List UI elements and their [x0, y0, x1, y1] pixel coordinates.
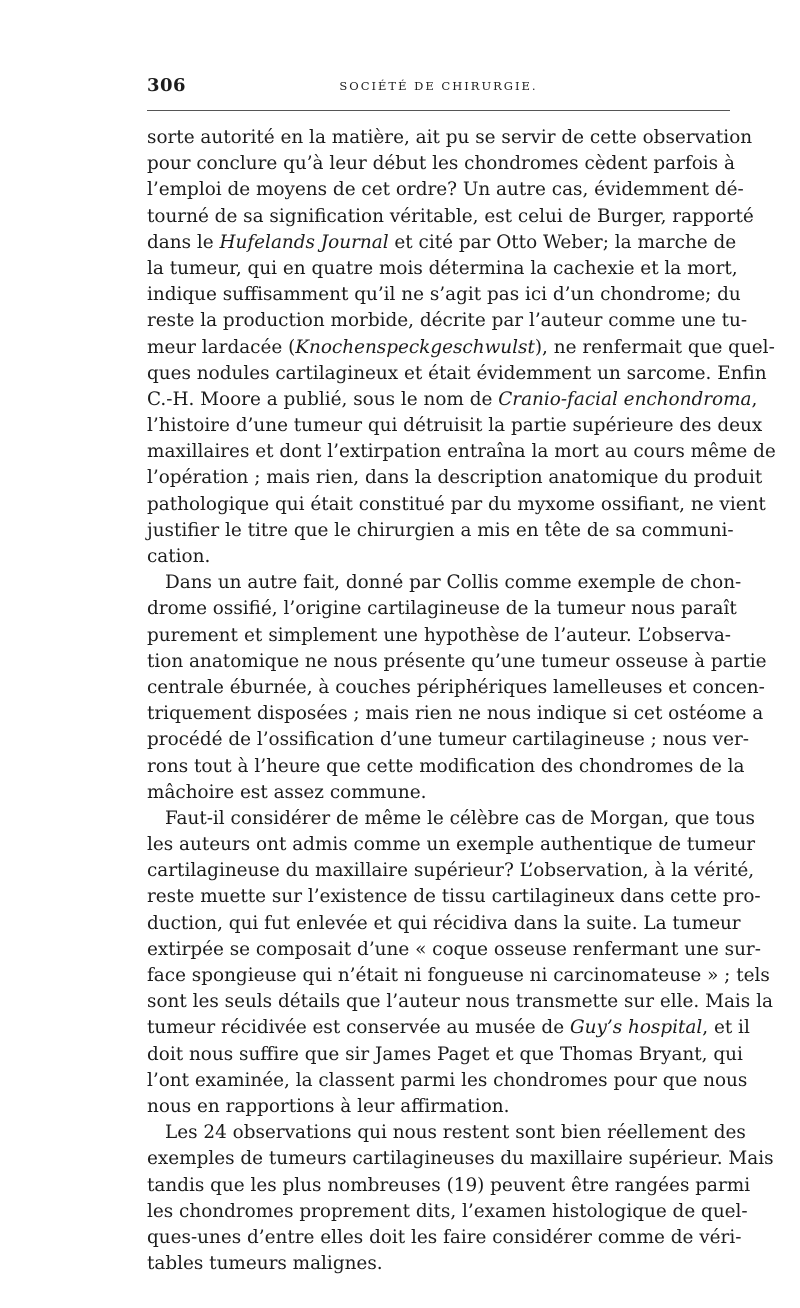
text-line — [147, 1015, 750, 1041]
text-line — [147, 623, 731, 649]
text-line — [147, 1094, 731, 1120]
italic-text: Cranio-facial enchondroma — [498, 388, 752, 410]
text-line — [147, 1251, 731, 1277]
text-line — [147, 1042, 743, 1068]
text-segment: C.-H. Moore a publié, sous le nom de — [147, 388, 499, 410]
text-segment: mâchoire est assez commune. — [147, 781, 427, 803]
text-segment: cation. — [147, 546, 211, 567]
text-line — [147, 832, 756, 858]
text-line — [147, 727, 749, 753]
text-segment: procédé de l’ossification d’une tumeur cartilagineuse ; nous ver- — [147, 729, 749, 751]
text-segment: dans le — [147, 231, 220, 253]
text-line — [147, 989, 773, 1015]
body-text — [147, 125, 776, 1277]
text-line — [147, 570, 742, 596]
text-segment: extirpée se composait d’une « coque osseuse renfermant une sur- — [147, 938, 761, 960]
text-line — [147, 1068, 748, 1094]
text-line — [147, 177, 744, 203]
text-line — [147, 256, 738, 282]
text-segment: tion anatomique ne nous présente qu’une tumeur osseuse à partie — [147, 650, 767, 672]
text-line — [147, 754, 745, 780]
text-line — [147, 151, 735, 177]
text-line — [147, 308, 748, 334]
text-line — [147, 282, 741, 308]
text-line — [147, 963, 770, 989]
text-segment: centrale éburnée, à couches périphériques lamelleuses et concen- — [147, 676, 765, 698]
text-line — [147, 858, 755, 884]
text-line — [147, 675, 765, 701]
text-segment: meur lardacée ( — [147, 336, 296, 358]
text-segment: sorte autorité en la matière, ait pu se servir de cette observation — [147, 127, 753, 148]
text-line — [147, 884, 761, 910]
text-segment: justifier le titre que le chirurgien a mis en tête de sa communi- — [147, 519, 734, 541]
text-line — [147, 937, 761, 963]
text-segment: indique suffisamment qu’il ne s’agit pas ici d’un chondrome; du — [147, 284, 741, 306]
text-line — [147, 518, 734, 544]
text-line — [147, 492, 766, 518]
text-line — [147, 230, 737, 256]
text-line — [147, 701, 764, 727]
text-line — [147, 1146, 774, 1172]
text-segment: face spongieuse qui n’était ni fongueuse ni carcinomateuse » ; tels — [147, 965, 770, 986]
text-line — [147, 335, 775, 361]
text-line — [147, 780, 731, 806]
text-line — [147, 806, 755, 832]
text-segment: reste la production morbide, décrite par l’auteur comme une tu- — [147, 310, 748, 332]
text-segment: , — [751, 388, 758, 410]
text-segment: tandis que les plus nombreuses (19) peuvent être rangées parmi — [147, 1174, 751, 1196]
text-line — [147, 413, 763, 439]
text-line — [147, 596, 737, 622]
text-segment: Faut-il considérer de même le célèbre cas de Morgan, que tous — [165, 807, 755, 829]
text-line — [147, 911, 741, 937]
page-number: 306 — [147, 75, 187, 96]
text-segment: Les 24 observations qui nous restent sont bien réellement des — [165, 1122, 746, 1144]
text-segment: l’emploi de moyens de cet ordre? Un autre cas, évidemment dé- — [147, 179, 744, 201]
text-segment: purement et simplement une hypothèse de l’auteur. L’observa- — [147, 624, 731, 646]
text-segment: l’opération ; mais rien, dans la description anatomique du produit — [147, 467, 763, 489]
text-line — [147, 1173, 751, 1199]
running-head: SOCIÉTÉ DE CHIRURGIE. — [339, 79, 538, 93]
text-segment: les auteurs ont admis comme un exemple authentique de tumeur — [147, 834, 756, 856]
header-rule — [147, 110, 730, 111]
text-segment: et cité par Otto Weber; la marche de — [388, 231, 737, 253]
text-line — [147, 204, 754, 230]
text-segment: maxillaires et dont l’extirpation entraîna la mort au cours même de — [147, 441, 776, 463]
text-line — [147, 439, 776, 465]
text-line — [147, 387, 758, 413]
text-segment: ), ne renfermait que quel- — [534, 336, 775, 358]
text-segment: rons tout à l’heure que cette modification des chondromes de la — [147, 755, 745, 777]
text-segment: sont les seuls détails que l’auteur nous transmette sur elle. Mais la — [147, 991, 773, 1013]
text-segment: pathologique qui était constitué par du myxome ossifiant, ne vient — [147, 493, 766, 515]
text-segment: , et il — [702, 1017, 750, 1039]
text-segment: ques-unes d’entre elles doit les faire considérer comme de véri- — [147, 1226, 742, 1248]
italic-text: Hufelands Journal — [219, 231, 389, 253]
text-segment: doit nous suffire que sir James Paget et que Thomas Bryant, qui — [147, 1043, 743, 1065]
text-segment: la tumeur, qui en quatre mois détermina la cachexie et la mort, — [147, 257, 738, 279]
text-segment: l’ont examinée, la classent parmi les chondromes pour que nous — [147, 1069, 748, 1091]
text-segment: duction, qui fut enlevée et qui récidiva dans la suite. La tumeur — [147, 912, 741, 934]
text-line — [147, 465, 763, 491]
text-line — [147, 1225, 742, 1251]
text-segment: tables tumeurs malignes. — [147, 1253, 383, 1275]
text-segment: exemples de tumeurs cartilagineuses du maxillaire supérieur. Mais — [147, 1148, 774, 1170]
text-segment: tumeur récidivée est conservée au musée de — [147, 1017, 570, 1039]
text-segment: nous en rapportions à leur affirmation. — [147, 1095, 510, 1117]
text-segment: l’histoire d’une tumeur qui détruisit la partie supérieure des deux — [147, 415, 763, 437]
text-segment: tourné de sa signification véritable, est celui de Burger, rapporté — [147, 205, 754, 227]
text-segment: reste muette sur l’existence de tissu cartilagineux dans cette pro- — [147, 886, 761, 908]
italic-text: Guy’s hospital — [569, 1017, 703, 1039]
page-header — [147, 75, 730, 99]
text-segment: Dans un autre fait, donné par Collis comme exemple de chon- — [165, 572, 742, 594]
text-segment: pour conclure qu’à leur début les chondromes cèdent parfois à — [147, 153, 735, 175]
text-line — [147, 649, 767, 675]
text-line — [147, 544, 731, 570]
text-segment: triquement disposées ; mais rien ne nous indique si cet ostéome a — [147, 703, 764, 725]
text-segment: cartilagineuse du maxillaire supérieur? L’observation, à la vérité, — [147, 860, 755, 882]
italic-text: Knochenspeckgeschwulst — [295, 336, 535, 358]
text-line — [147, 1199, 748, 1225]
text-line — [147, 125, 753, 151]
text-segment: ques nodules cartilagineux et était évidemment un sarcome. Enfin — [147, 362, 767, 384]
text-line — [147, 361, 767, 387]
text-line — [147, 1120, 746, 1146]
text-segment: drome ossifié, l’origine cartilagineuse de la tumeur nous paraît — [147, 598, 737, 620]
text-segment: les chondromes proprement dits, l’examen histologique de quel- — [147, 1200, 748, 1222]
